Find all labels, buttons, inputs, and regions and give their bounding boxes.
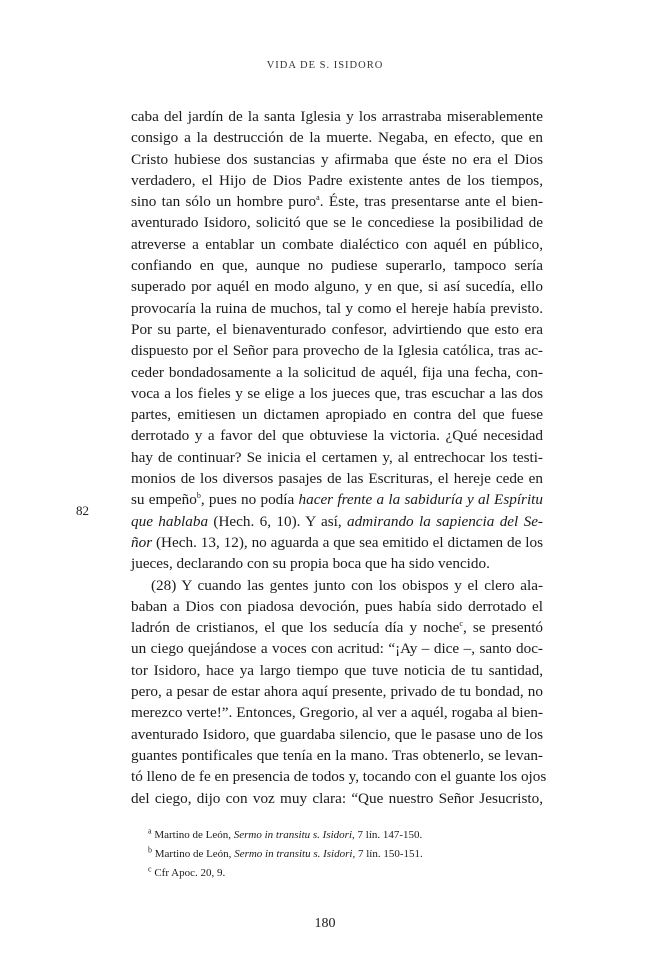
text-line [131,596,543,617]
text-run: baban a Dios con piadosa devoción, pues había sido derrotado el [131,597,543,615]
text-run: ceder bondadosamente a la solicitud de aquél, fija una fecha, con- [131,363,543,381]
footnote-marker: c [148,864,152,874]
text-run: Cfr Apoc. 20, 9. [151,867,226,879]
footnote-marker: b [196,491,201,501]
text-run: (Hech. 13, 12), no aguarda a que sea emitido el dictamen de los [152,533,543,551]
text-run: Por su parte, el bienaventurado confesor, advirtiendo que esto era [131,320,543,338]
text-line [131,532,543,553]
text-line [131,191,543,212]
text-line [131,681,543,702]
text-line [131,106,543,127]
footnote [148,826,528,845]
text-line [131,468,543,489]
text-run: merezco verte!”. Entonces, Gregorio, al ver a aquél, rogaba al bien- [131,704,543,722]
italic-text: hacer frente a la sabiduría y al Espíritu [298,491,543,509]
text-run: hay de continuar? Se inicia el certamen y, al entrechocar los testi- [131,448,543,466]
text-line [131,617,543,638]
text-run: pero, a pesar de estar ahora aquí presente, privado de tu bondad, no [131,683,543,701]
italic-text: ñor [131,533,153,551]
footnote-marker: c [459,619,463,629]
text-line [131,447,543,468]
text-line [131,340,543,361]
text-run: jueces, declarando con su propia boca que ha sido vencido. [131,555,490,573]
text-run: voca a los fieles y se elige a los jueces que, tras escuchar a las dos [131,384,543,402]
text-line [131,766,547,787]
body-text [131,106,547,809]
text-run: , pues no podía [200,491,299,509]
text-run: sino tan sólo un hombre puro [131,193,317,211]
text-run: un ciego quejándose a voces con acritud: “¡Ay – dice –, santo doc- [131,640,543,658]
footnote-marker: a [316,193,320,203]
text-line [131,788,543,809]
margin-reference-number: 82 [76,503,89,518]
text-line [131,298,543,319]
text-line [131,127,543,148]
text-run: atreverse a entablar un combate dialéctico con aquél en público, [131,235,543,253]
page-number: 180 [314,916,336,931]
italic-text: Sermo in transitu s. Isidori [233,829,353,841]
text-line [131,212,543,233]
text-run: superado por aquél en modo alguno, y en que, si así sucedía, ello [131,278,543,296]
text-run: partes, emitiesen un dictamen apropiado en contra del que fuese [131,406,543,424]
text-run: dispuesto por el Señor para provecho de la Iglesia católica, tras ac- [131,342,543,360]
text-run: derrotado y a favor del que obtuviese la victoria. ¿Qué necesidad [131,427,543,445]
text-run: caba del jardín de la santa Iglesia y los arrastraba miserablemente [131,108,543,125]
text-line [131,724,543,745]
footnote-marker: a [148,826,152,836]
text-run: tor Isidoro, hace ya largo tiempo que tuve noticia de tu santidad, [131,661,543,679]
text-run: tó lleno de fe en presencia de todos y, tocando con el guante los ojos [131,768,547,786]
text-line [131,660,543,681]
text-line [131,170,543,191]
text-run: . Éste, tras presentarse ante el bien- [319,193,543,211]
text-run: , 7 lín. 150-151. [352,848,423,860]
text-line [131,553,543,574]
text-line [131,362,543,383]
text-run: provocaría la ruina de muchos, tal y como el hereje había previsto. [131,299,543,317]
italic-text: que hablaba [131,512,209,530]
text-run: Cristo hubiese dos sustancias y afirmaba que éste no era el Dios [131,150,543,168]
text-run: consigo a la destrucción de la muerte. Negaba, en efecto, que en [131,129,543,147]
italic-text: admirando la sapiencia del Se- [346,512,543,530]
text-line [131,319,543,340]
text-line [131,234,543,255]
text-line [131,276,543,297]
text-line [131,638,543,659]
text-run: aventurado Isidoro, que guardaba silencio, que le pasase uno de los [131,725,543,743]
italic-text: Sermo in transitu s. Isidori [234,848,353,860]
text-line [131,575,543,596]
text-line [131,702,543,723]
footnote-marker: b [148,845,152,855]
text-run: aventurado Isidoro, solicitó que se le concediese la posibilidad de [131,214,543,232]
text-line [131,149,543,170]
text-line [131,489,543,510]
running-head: VIDA DE S. ISIDORO [266,60,384,71]
text-line [131,425,543,446]
footnote [148,845,528,864]
text-line [131,745,543,766]
text-run: , 7 lín. 147-150. [352,829,423,841]
text-run: del ciego, dijo con voz muy clara: “Que nuestro Señor Jesucristo, [131,789,543,807]
text-run: Martino de León, [151,829,234,841]
text-run: verdadero, el Hijo de Dios Padre existente antes de los tiempos, [131,171,543,189]
text-run: Martino de León, [152,848,235,860]
text-line [131,511,543,532]
text-line [131,383,543,404]
text-run: (Hech. 6, 10). Y así, [208,512,347,530]
footnotes [148,826,528,883]
text-run: confiando en que, aunque no pudiese superarlo, tampoco sería [131,257,543,275]
text-run: monios de los diversos pasajes de las Escrituras, el hereje cede en [131,470,543,488]
text-line [131,404,543,425]
text-line [131,255,543,276]
text-run: , se presentó [462,619,544,637]
footnote [148,864,528,883]
text-run: guantes pontificales que tenía en la mano. Tras obtenerlo, se levan- [131,746,543,764]
text-run: ladrón de cristianos, el que los seducía día y noche [131,619,460,637]
text-run: (28) Y cuando las gentes junto con los obispos y el clero ala- [151,576,543,594]
text-run: su empeño [131,491,197,509]
